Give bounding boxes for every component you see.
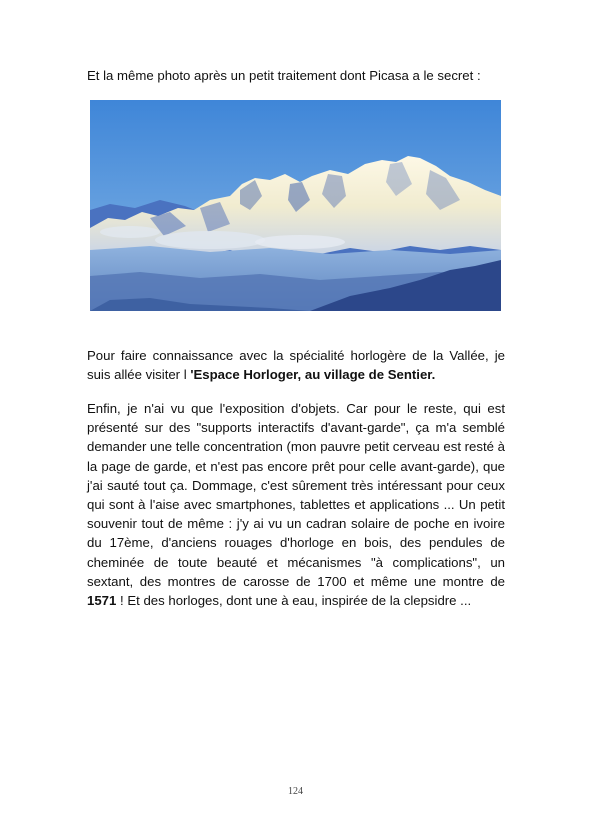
paragraph-exhibition-text-a: Enfin, je n'ai vu que l'exposition d'objets. Car pour le reste, qui est présenté sur des "supports interactifs d'avant-garde", ça m'a semblé demander une telle concentration (mon pauvre petit cerveau est resté à la page de garde, et n'est pas encore prêt pour celle avant-garde), que j'ai sauté tout ça. Dommage, c'est sûrement très intéressant pour ceux qui sont à l'aise avec smartphones, tablettes et applications ... Un petit souvenir tout de même : j'y ai vu un cadran solaire de poche en ivoire du 17ème, d'anciens rouages d'horloge en bois, des pendules de cheminée de toute beauté et mécanismes "à complications", un sextant, des montres de carosse de 1700 et même une montre de (87, 401, 505, 589)
page-number: 124 (288, 786, 303, 797)
espace-horloger-name: 'Espace Horloger, au village de Sentier. (190, 367, 436, 383)
paragraph-visit-text: Pour faire connaissance avec la spécialité horlogère de la Vallée, je suis allée visiter l (87, 348, 505, 383)
year-1571: 1571 (87, 593, 117, 609)
photo-caption: Et la même photo après un petit traitement dont Picasa a le secret : (87, 68, 481, 83)
paragraph-exhibition-text-b: ! Et des horloges, dont une à eau, inspirée de la clepsidre ... (116, 593, 472, 609)
mountain-photo-image (90, 100, 501, 311)
paragraph-visit (87, 346, 505, 384)
mountain-photo (90, 100, 501, 311)
paragraph-exhibition (87, 399, 505, 610)
